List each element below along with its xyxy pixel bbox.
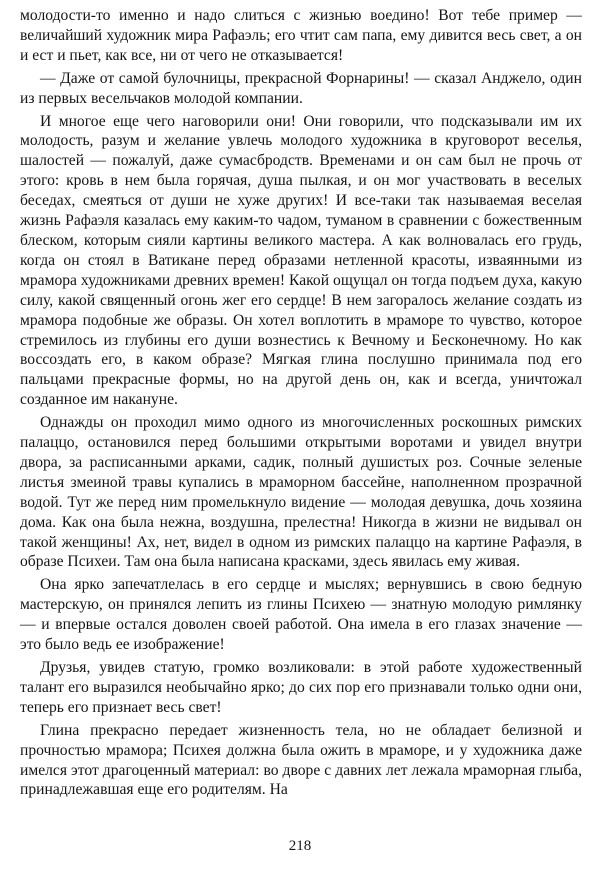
paragraph-psyche-sculpting: Она ярко запечатлелась в его сердце и мыслях; вернувшись в свою бедную мастерскую, он принялся лепить из глины Психею — знатную молодую римлянку — и впервые остался доволен своей работой. Она имела в его глазах значение — это было ведь ее изображение!: [20, 576, 582, 654]
page-number: 218: [288, 838, 312, 854]
paragraph-continuation: молодости-то именно и надо слиться с жизнью воедино! Вот тебе пример — величайший художник мира Рафаэль; его чтит сам папа, ему дивится весь свет, а он и ест и пьет, как все, ни от чего не отказывается!: [20, 7, 582, 64]
paragraph-friends-talk: И многое еще чего наговорили они! Они говорили, что подсказывали им их молодость, разум и желание увлечь молодого художника в круговорот веселья, шалостей — пожалуй, даже сумасбродств. Временами и он сам был не прочь от этого: кровь в нем была горячая, душа пылкая, и он мог участвовать в веселых беседах, смеяться от души не хуже других! И все-таки так называемая веселая жизнь Рафаэля казалась ему каким-то чадом, туманом в сравнении с божественным блеском, которым сияли картины великого мастера. А как волновалась его грудь, когда он стоял в Ватикане перед образами нетленной красоты, изваянными из мрамора художниками древних времен! Какой ощущал он тогда подъем духа, какую силу, какой священный огонь жег его сердце! В нем загоралось желание создать из мрамора подобные же образы. Он хотел воплотить в мраморе то чувство, которое стремилось из глубины его души вознестись к Вечному и Бесконечному. Но как воссоздать его, в каком образе? Мягкая глина послушно принимала под его пальцами прекрасные формы, но на другой день он, как и всегда, уничтожал созданное им накануне.: [20, 112, 582, 409]
paragraph-palazzo-vision: Однажды он проходил мимо одного из многочисленных роскошных римских палаццо, остановился перед большими открытыми воротами и увидел внутри двора, за расписанными арками, садик, полный душистых роз. Сочные зеленые листья змеиной травы купались в мраморном бассейне, наполненном прозрачной водой. Тут же перед ним промелькнуло видение — молодая девушка, дочь хозяина дома. Как она была нежна, воздушна, прелестна! Никогда в жизни не видывал он такой женщины! Ах, нет, видел в одном из римских палаццо на картине Рафаэля, в образе Психеи. Там она была написана красками, здесь явилась ему живая.: [20, 414, 582, 571]
paragraph-angelo-remark: — Даже от самой булочницы, прекрасной Форнарины! — сказал Анджело, один из первых весельчаков молодой компании.: [20, 69, 582, 107]
paragraph-marble: Глина прекрасно передает жизненность тела, но не обладает белизной и прочностью мрамора; Психея должна была ожить в мраморе, и у художника даже имелся этот драгоценный материал: во дворе с давних лет лежала мраморная глыба, принадлежавшая еще его родителям. На: [20, 721, 582, 799]
paragraph-friends-rejoice: Друзья, увидев статую, громко возликовали: в этой работе художественный талант его выразился необычайно ярко; до сих пор его признавали только одни они, теперь его признает весь свет!: [20, 659, 582, 716]
page-text: [20, 6, 582, 803]
